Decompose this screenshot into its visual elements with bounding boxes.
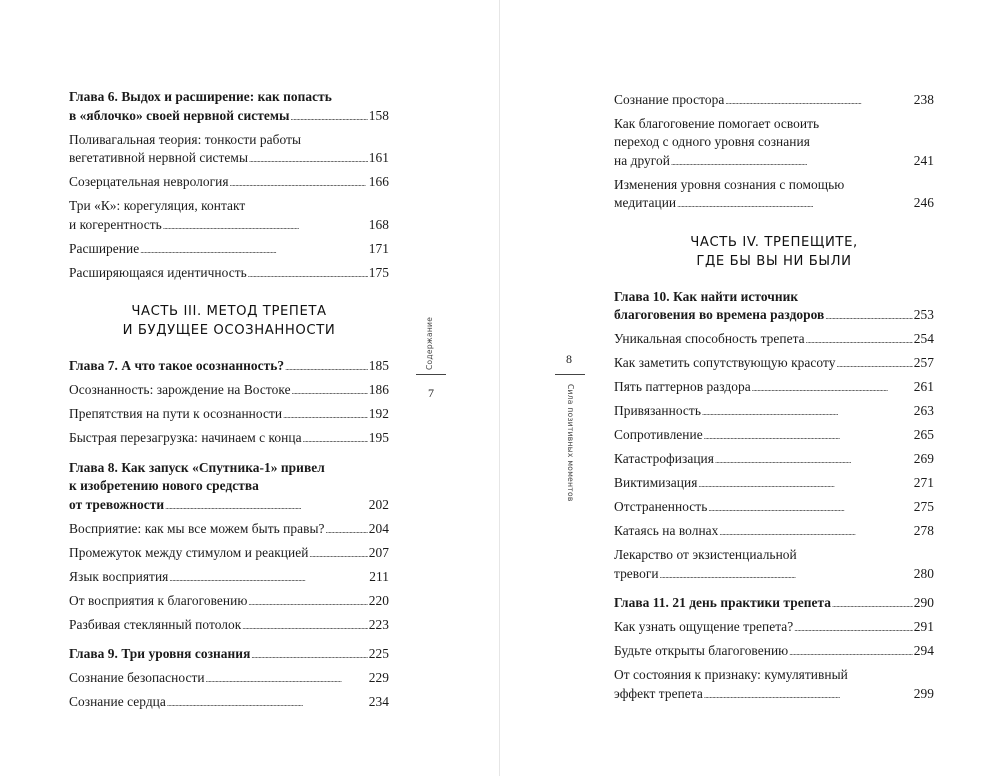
dot-leader [806,330,913,351]
toc-entry-title-line: Глава 11. 21 день практики трепета [614,595,832,610]
toc-topic-entry[interactable] [614,354,934,375]
toc-entry-title-line: Изменения уровня сознания с помощью [614,176,845,192]
toc-entry-title-line: От восприятия к благоговению [69,592,248,608]
dot-leader [704,426,913,447]
toc-block [614,288,934,706]
toc-page-number: 207 [368,544,389,560]
toc-entry-row [69,107,389,128]
dot-leader [167,693,368,714]
left-page [0,0,499,776]
toc-entry-title-line: Быстрая перезагрузка: начинаем с конца [69,430,302,445]
toc-chapter-entry[interactable] [614,288,934,327]
toc-page-number: 223 [368,616,389,632]
toc-block [69,88,389,284]
toc-topic-entry[interactable] [614,666,934,705]
dot-leader [285,357,368,378]
dot-leader [163,216,368,237]
toc-page-number: 234 [368,694,389,709]
toc-entry-title-line: От состояния к признаку: кумулятивный [614,667,848,682]
dot-leader [702,402,913,423]
right-page [500,0,1000,776]
toc-entry-title-line: Катаясь на волнах [614,523,719,538]
toc-entry-title-line: Поливагальная теория: тонкости работы [69,131,302,147]
dot-leader [292,381,368,402]
toc-topic-entry[interactable] [69,429,389,450]
toc-entry-title-line: Глава 7. А что такое осознанность? [69,358,285,373]
toc-entry-title-line: медитации [614,195,677,210]
toc-page-number: 246 [913,195,934,210]
toc-entry-title-line: Осознанность: зарождение на Востоке [69,382,291,397]
toc-entry-title-line: Пять паттернов раздора [614,379,751,394]
toc-entry-title-line: Сознание сердца [69,694,166,709]
toc-entry-title-line: Язык восприятия [69,568,169,584]
toc-entry-row [614,91,934,112]
toc-block [69,357,389,714]
toc-entry-row [69,592,389,613]
page-number: 8 [566,352,572,366]
toc-entry-row [69,568,389,589]
toc-page-number: 175 [368,264,389,280]
toc-entry-row [69,496,389,517]
toc-entry-row [69,381,389,402]
dot-leader [242,616,367,637]
toc-page-number: 158 [368,107,389,123]
toc-topic-entry[interactable] [69,405,389,426]
dot-leader [660,565,913,586]
toc-entry-title-line: Привязанность [614,403,701,418]
toc-page-number: 225 [368,646,389,661]
toc-page-number: 278 [913,523,934,538]
toc-entry-row [614,594,934,615]
toc-page-number: 265 [913,427,934,442]
dot-leader [677,194,913,215]
dot-leader [169,568,368,589]
toc-chapter-entry[interactable] [69,357,389,378]
dot-leader [251,645,367,666]
dot-leader [752,378,913,399]
toc-entry-row [614,426,934,447]
running-head: Содержание [425,316,434,370]
toc-page-number: 257 [913,355,934,370]
toc-block [614,91,934,215]
dot-leader [704,685,913,706]
toc-entry-title-line: Глава 8. Как запуск «Спутника-1» привел [69,459,325,475]
toc-entry-row [69,173,389,194]
toc-page-number: 202 [368,496,389,512]
toc-entry-row [614,152,934,173]
toc-page-number: 168 [368,216,389,232]
toc-page-number: 186 [368,382,389,397]
toc-entry-title-line: переход с одного уровня сознания [614,134,810,149]
toc-entry-row [614,402,934,423]
toc-entry-row [614,565,934,586]
running-head: Сила позитивных моментов [566,384,575,502]
toc-topic-entry[interactable] [614,115,934,173]
dot-leader [230,173,368,194]
dot-leader [715,450,913,471]
dot-leader [725,91,912,112]
toc-entry-row [69,240,389,261]
toc-right [614,87,934,705]
dot-leader [248,264,368,285]
toc-topic-entry[interactable] [69,520,389,541]
toc-page-number: 220 [368,592,389,608]
dot-leader [698,474,912,495]
toc-entry-title-line: Глава 10. Как найти источник [614,288,799,304]
toc-entry-row [69,429,389,450]
toc-entry-row [614,498,934,519]
toc-topic-entry[interactable] [614,91,934,112]
toc-entry-title-line: Катастрофизация [614,451,714,466]
toc-entry-row [69,520,389,541]
toc-entry-row [69,669,389,690]
toc-page-number: 299 [913,685,934,701]
toc-chapter-entry[interactable] [69,88,389,127]
toc-entry-title-line: Как узнать ощущение трепета? [614,619,794,634]
toc-topic-entry[interactable] [614,402,934,423]
dot-leader [789,642,913,663]
toc-page-number: 171 [368,240,389,256]
toc-topic-entry[interactable] [69,197,389,236]
toc-entry-title-line: Глава 6. Выдох и расширение: как попасть [69,89,332,104]
part-heading-line: И БУДУЩЕЕ ОСОЗНАННОСТИ [122,323,336,338]
toc-entry-row [614,354,934,375]
toc-topic-entry[interactable] [69,592,389,613]
part-heading-line: ЧАСТЬ III. МЕТОД ТРЕПЕТА [131,304,327,319]
toc-entry-title-line: Виктимизация [614,475,698,490]
toc-entry-title-line: Сознание безопасности [69,670,205,685]
toc-chapter-entry[interactable] [69,459,389,517]
toc-entry-title-line: Расширяющаяся идентичность [69,264,247,280]
toc-entry-title-line: и когерентность [69,216,162,232]
toc-entry-title-line: Сознание простора [614,91,725,107]
toc-topic-entry[interactable] [69,568,389,589]
page-number: 7 [428,386,434,400]
dot-leader [671,152,913,173]
toc-entry-title-line: к изобретению нового средства [69,478,259,493]
dot-leader [794,618,912,639]
toc-topic-entry[interactable] [69,544,389,565]
toc-entry-title-line: от тревожности [69,496,165,512]
toc-entry-title-line: Сопротивление [614,427,703,442]
toc-page-number: 263 [913,403,934,418]
dot-leader [283,405,368,426]
toc-page-number: 291 [913,619,934,634]
toc-entry-title-line: Глава 9. Три уровня сознания [69,646,251,661]
toc-page-number: 192 [368,406,389,421]
dot-leader [309,544,367,565]
toc-entry-title-line: Отстраненность [614,499,708,514]
toc-page-number: 261 [913,379,934,394]
toc-entry-title-line: Восприятие: как мы все можем быть правы? [69,520,325,536]
toc-topic-entry[interactable] [69,381,389,402]
toc-topic-entry[interactable] [69,131,389,170]
toc-entry-row [614,474,934,495]
toc-topic-entry[interactable] [69,264,389,285]
dot-leader [291,107,368,128]
dot-leader [708,498,912,519]
toc-topic-entry[interactable] [614,642,934,663]
dot-leader [832,594,913,615]
toc-topic-entry[interactable] [614,546,934,585]
folio-rule [416,374,446,375]
dot-leader [825,306,912,327]
toc-topic-entry[interactable] [614,618,934,639]
toc-page-number: 271 [913,475,934,490]
dot-leader [248,592,367,613]
toc-topic-entry[interactable] [69,240,389,261]
toc-entry-row [614,306,934,327]
part-heading [614,233,934,271]
toc-entry-title-line: Как заметить сопутствующую красоту [614,355,836,370]
toc-entry-title-line: на другой [614,152,670,168]
part-heading [69,302,389,340]
toc-page-number: 254 [913,331,934,346]
toc-topic-entry[interactable] [614,450,934,471]
toc-page-number: 290 [913,595,934,610]
toc-page-number: 253 [913,307,934,322]
toc-entry-row [69,616,389,637]
toc-entry-row [614,330,934,351]
toc-page-number: 166 [368,174,389,189]
toc-entry-row [614,522,934,543]
toc-entry-title-line: вегетативной нервной системы [69,150,248,165]
toc-topic-entry[interactable] [69,693,389,714]
toc-entry-title-line: Будьте открыты благоговению [614,643,789,658]
toc-topic-entry[interactable] [614,522,934,543]
toc-entry-row [69,149,389,170]
toc-page-number: 238 [913,91,934,107]
toc-entry-title-line: Созерцательная неврология [69,174,229,189]
toc-entry-row [614,194,934,215]
toc-entry-title-line: Разбивая стеклянный потолок [69,616,242,632]
toc-entry-row [69,264,389,285]
toc-topic-entry[interactable] [614,330,934,351]
dot-leader [303,429,368,450]
toc-topic-entry[interactable] [614,426,934,447]
toc-page-number: 195 [368,430,389,445]
toc-topic-entry[interactable] [614,498,934,519]
toc-topic-entry[interactable] [69,669,389,690]
toc-topic-entry[interactable] [614,474,934,495]
toc-entry-title-line: Как благоговение помогает освоить [614,115,820,131]
toc-topic-entry[interactable] [614,378,934,399]
toc-entry-row [69,357,389,378]
toc-entry-row [614,618,934,639]
toc-page-number: 229 [368,670,389,685]
toc-page-number: 269 [913,451,934,466]
toc-chapter-entry[interactable] [69,645,389,666]
toc-page-number: 161 [368,150,389,165]
toc-entry-row [69,544,389,565]
toc-page-number: 185 [368,358,389,373]
toc-entry-title-line: Расширение [69,240,140,256]
toc-entry-row [614,378,934,399]
toc-entry-title-line: Уникальная способность трепета [614,331,805,346]
toc-topic-entry[interactable] [69,173,389,194]
toc-entry-title-line: Препятствия на пути к осознанности [69,406,283,421]
toc-entry-row [614,450,934,471]
toc-page-number: 280 [913,565,934,581]
folio-rule [555,374,585,375]
toc-entry-row [614,642,934,663]
toc-entry-row [69,693,389,714]
toc-entry-title-line: Три «К»: корегуляция, контакт [69,198,246,213]
toc-entry-title-line: в «яблочко» своей нервной системы [69,107,290,123]
dot-leader [719,522,912,543]
dot-leader [140,240,368,261]
dot-leader [836,354,912,375]
toc-topic-entry[interactable] [69,616,389,637]
toc-page-number: 294 [913,643,934,658]
toc-page-number: 211 [369,568,389,584]
toc-page-number: 275 [913,499,934,514]
toc-page-number: 241 [913,152,934,168]
toc-entry-title-line: Промежуток между стимулом и реакцией [69,544,309,560]
toc-chapter-entry[interactable] [614,594,934,615]
dot-leader [326,520,368,541]
toc-entry-row [69,216,389,237]
toc-entry-title-line: эффект трепета [614,685,703,701]
toc-entry-title-line: благоговения во времена раздоров [614,307,825,322]
dot-leader [165,496,368,517]
toc-entry-title-line: Лекарство от экзистенциальной [614,547,797,562]
part-heading-line: ЧАСТЬ IV. ТРЕПЕЩИТЕ, [690,234,858,250]
toc-entry-row [69,405,389,426]
part-heading-line: ГДЕ БЫ ВЫ НИ БЫЛИ [696,253,852,269]
toc-entry-row [69,645,389,666]
toc-left [69,88,389,714]
toc-entry-title-line: тревоги [614,565,659,581]
dot-leader [249,149,368,170]
toc-entry-row [614,685,934,706]
dot-leader [206,669,368,690]
toc-page-number: 204 [368,520,389,536]
toc-topic-entry[interactable] [614,176,934,215]
